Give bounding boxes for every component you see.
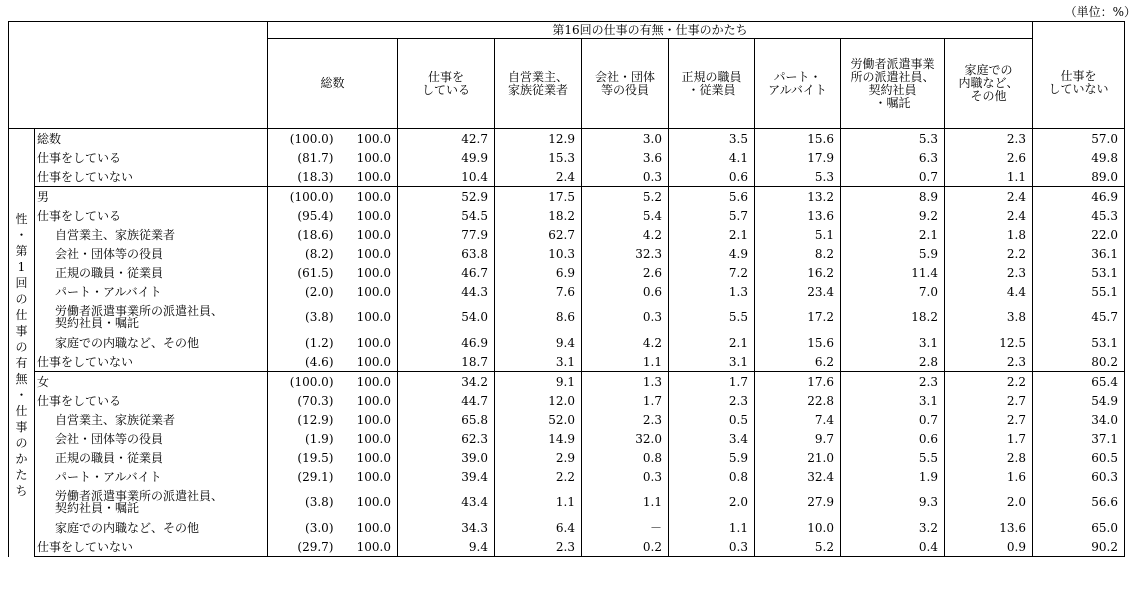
cell-self-employed: 62.7 bbox=[495, 225, 582, 244]
cell-part-time: 22.8 bbox=[755, 391, 841, 410]
cell-part-time: 17.9 bbox=[755, 148, 841, 167]
cell-total: 100.0 bbox=[356, 412, 391, 427]
cell-share: (1.2) bbox=[268, 333, 338, 352]
cell-share: (18.3) bbox=[268, 167, 338, 187]
cell-home: 2.4 bbox=[945, 187, 1033, 207]
cell-total: 100.0 bbox=[356, 335, 391, 350]
cell-part-time: 5.1 bbox=[755, 225, 841, 244]
cell-dispatched: 0.7 bbox=[841, 167, 945, 187]
cell-not-working: 54.9 bbox=[1033, 391, 1125, 410]
cell-executive: 0.3 bbox=[582, 167, 669, 187]
cell-not-working: 45.3 bbox=[1033, 206, 1125, 225]
cell-part-time: 16.2 bbox=[755, 263, 841, 282]
cell-share: (61.5) bbox=[268, 263, 338, 282]
cell-self-employed: 52.0 bbox=[495, 410, 582, 429]
cell-working: 46.9 bbox=[398, 333, 495, 352]
cell-total: 100.0 bbox=[338, 372, 398, 392]
cell-part-time: 6.2 bbox=[755, 352, 841, 372]
cell-regular: 5.5 bbox=[669, 301, 755, 333]
cell-self-employed: 6.4 bbox=[495, 518, 582, 537]
table-row bbox=[9, 263, 1125, 282]
cell-home: 2.2 bbox=[945, 244, 1033, 263]
cell-part-time: 17.2 bbox=[755, 301, 841, 333]
cell-self-employed: 18.2 bbox=[495, 206, 582, 225]
cell-share: (100.0) bbox=[268, 372, 338, 392]
cell-part-time: 9.7 bbox=[755, 429, 841, 448]
table-row bbox=[9, 244, 1125, 263]
cell-self-employed: 3.1 bbox=[495, 352, 582, 372]
cell-not-working: 55.1 bbox=[1033, 282, 1125, 301]
cell-home: 3.8 bbox=[945, 301, 1033, 333]
row-label: パート・アルバイト bbox=[55, 284, 162, 299]
cell-home: 2.2 bbox=[945, 372, 1033, 392]
cell-home: 2.3 bbox=[945, 129, 1033, 149]
cell-self-employed: 2.9 bbox=[495, 448, 582, 467]
row-label: 仕事をしていない bbox=[37, 169, 134, 184]
cell-self-employed: 2.3 bbox=[495, 537, 582, 557]
cell-not-working: 37.1 bbox=[1033, 429, 1125, 448]
cell-share: (18.6) bbox=[268, 225, 338, 244]
cell-home: 1.7 bbox=[945, 429, 1033, 448]
cell-not-working: 53.1 bbox=[1033, 333, 1125, 352]
header-dispatched: 労働者派遣事業 所の派遣社員、 契約社員 ・嘱託 bbox=[841, 39, 945, 129]
row-label: 男 bbox=[35, 187, 268, 207]
cell-total: 100.0 bbox=[356, 150, 391, 165]
cell-not-working: 90.2 bbox=[1033, 537, 1125, 557]
cell-dispatched: 5.3 bbox=[841, 129, 945, 149]
table-row bbox=[9, 187, 1125, 207]
cell-regular: 4.9 bbox=[669, 244, 755, 263]
cell-not-working: 65.0 bbox=[1033, 518, 1125, 537]
cell-executive: 0.3 bbox=[582, 301, 669, 333]
cell-regular: 2.3 bbox=[669, 391, 755, 410]
cell-regular: 5.6 bbox=[669, 187, 755, 207]
cell-self-employed: 12.0 bbox=[495, 391, 582, 410]
row-label: 仕事をしている bbox=[37, 208, 122, 223]
cell-part-time: 23.4 bbox=[755, 282, 841, 301]
cell-regular: 3.5 bbox=[669, 129, 755, 149]
cell-self-employed: 2.2 bbox=[495, 467, 582, 486]
header-blank bbox=[9, 22, 268, 129]
cell-dispatched: 5.5 bbox=[841, 448, 945, 467]
cell-total: 100.0 bbox=[356, 310, 391, 324]
cell-executive: 0.2 bbox=[582, 537, 669, 557]
cell-regular: 5.9 bbox=[669, 448, 755, 467]
table-row bbox=[9, 129, 1125, 149]
cell-executive: 0.6 bbox=[582, 282, 669, 301]
cell-regular: 0.5 bbox=[669, 410, 755, 429]
cell-self-employed: 10.3 bbox=[495, 244, 582, 263]
cell-dispatched: 0.4 bbox=[841, 537, 945, 557]
cell-total: 100.0 bbox=[356, 354, 391, 369]
cell-home: 1.1 bbox=[945, 167, 1033, 187]
row-label: 労働者派遣事業所の派遣社員、 契約社員・嘱託 bbox=[55, 304, 224, 330]
cell-dispatched: 1.9 bbox=[841, 467, 945, 486]
cell-part-time: 15.6 bbox=[755, 129, 841, 149]
cell-working: 54.0 bbox=[398, 301, 495, 333]
cell-regular: 0.8 bbox=[669, 467, 755, 486]
cell-executive: 1.7 bbox=[582, 391, 669, 410]
cell-part-time: 15.6 bbox=[755, 333, 841, 352]
cell-regular: 2.0 bbox=[669, 486, 755, 518]
cell-executive: 2.6 bbox=[582, 263, 669, 282]
table-row bbox=[9, 301, 1125, 333]
cell-share: (19.5) bbox=[268, 448, 338, 467]
header-executive: 会社・団体 等の役員 bbox=[582, 39, 669, 129]
unit-label: （単位：%） bbox=[1064, 5, 1136, 19]
row-label: 総数 bbox=[35, 129, 268, 149]
cell-working: 9.4 bbox=[398, 537, 495, 557]
cell-not-working: 46.9 bbox=[1033, 187, 1125, 207]
cell-working: 34.3 bbox=[398, 518, 495, 537]
header-part-time: パート・ アルバイト bbox=[755, 39, 841, 129]
cell-total: 100.0 bbox=[356, 227, 391, 242]
cell-regular: 3.1 bbox=[669, 352, 755, 372]
table-row bbox=[9, 372, 1125, 392]
cell-dispatched: 2.3 bbox=[841, 372, 945, 392]
cell-regular: 0.6 bbox=[669, 167, 755, 187]
header-self-employed: 自営業主、 家族従業者 bbox=[495, 39, 582, 129]
cell-working: 52.9 bbox=[398, 187, 495, 207]
cell-part-time: 8.2 bbox=[755, 244, 841, 263]
cell-part-time: 5.3 bbox=[755, 167, 841, 187]
cell-share: (1.9) bbox=[268, 429, 338, 448]
cell-executive: 3.6 bbox=[582, 148, 669, 167]
cell-regular: 2.1 bbox=[669, 225, 755, 244]
cell-working: 18.7 bbox=[398, 352, 495, 372]
cell-total: 100.0 bbox=[338, 187, 398, 207]
cell-regular: 1.1 bbox=[669, 518, 755, 537]
table-row bbox=[9, 148, 1125, 167]
cell-working: 34.2 bbox=[398, 372, 495, 392]
header-regular: 正規の職員 ・従業員 bbox=[669, 39, 755, 129]
cell-dispatched: 3.1 bbox=[841, 333, 945, 352]
cell-part-time: 13.6 bbox=[755, 206, 841, 225]
header-working: 仕事を している bbox=[398, 39, 495, 129]
cell-total: 100.0 bbox=[356, 431, 391, 446]
cell-self-employed: 15.3 bbox=[495, 148, 582, 167]
row-label: 女 bbox=[35, 372, 268, 392]
cell-working: 49.9 bbox=[398, 148, 495, 167]
cell-home: 13.6 bbox=[945, 518, 1033, 537]
cell-part-time: 32.4 bbox=[755, 467, 841, 486]
cell-share: (2.0) bbox=[268, 282, 338, 301]
cell-executive: 32.3 bbox=[582, 244, 669, 263]
cell-share: (3.8) bbox=[268, 301, 338, 333]
cell-not-working: 65.4 bbox=[1033, 372, 1125, 392]
cell-home: 0.9 bbox=[945, 537, 1033, 557]
cell-total: 100.0 bbox=[356, 450, 391, 465]
table-row bbox=[9, 225, 1125, 244]
cell-self-employed: 9.1 bbox=[495, 372, 582, 392]
cell-dispatched: 8.9 bbox=[841, 187, 945, 207]
cell-home: 2.3 bbox=[945, 263, 1033, 282]
cell-executive: 1.1 bbox=[582, 486, 669, 518]
cell-executive: 1.1 bbox=[582, 352, 669, 372]
table-row bbox=[9, 537, 1125, 557]
table-row bbox=[9, 448, 1125, 467]
cell-share: (4.6) bbox=[268, 352, 338, 372]
cell-not-working: 57.0 bbox=[1033, 129, 1125, 149]
table-row bbox=[9, 167, 1125, 187]
row-label: 仕事をしていない bbox=[35, 537, 268, 557]
row-label: 家庭での内職など、その他 bbox=[55, 520, 200, 535]
cell-not-working: 60.3 bbox=[1033, 467, 1125, 486]
table-row bbox=[9, 333, 1125, 352]
cell-working: 46.7 bbox=[398, 263, 495, 282]
cell-dispatched: 18.2 bbox=[841, 301, 945, 333]
cell-working: 62.3 bbox=[398, 429, 495, 448]
cell-executive: 3.0 bbox=[582, 129, 669, 149]
row-group-label: 性 ・ 第 1 回 の 仕 事 の 有 無 ・ 仕 事 の か た ち bbox=[9, 129, 35, 557]
header-super-group: 第16回の仕事の有無・仕事のかたち bbox=[268, 22, 1033, 39]
cell-executive: 5.2 bbox=[582, 187, 669, 207]
cell-executive: － bbox=[582, 518, 669, 537]
cell-home: 2.8 bbox=[945, 448, 1033, 467]
header-not-working: 仕事を していない bbox=[1033, 39, 1125, 129]
cell-not-working: 89.0 bbox=[1033, 167, 1125, 187]
cell-regular: 3.4 bbox=[669, 429, 755, 448]
cell-executive: 2.3 bbox=[582, 410, 669, 429]
cell-total: 100.0 bbox=[356, 393, 391, 408]
cell-total: 100.0 bbox=[356, 469, 391, 484]
cell-dispatched: 0.7 bbox=[841, 410, 945, 429]
cell-working: 54.5 bbox=[398, 206, 495, 225]
cell-self-employed: 17.5 bbox=[495, 187, 582, 207]
cell-executive: 4.2 bbox=[582, 333, 669, 352]
cell-total: 100.0 bbox=[356, 495, 391, 509]
row-label: 仕事をしていない bbox=[37, 354, 134, 369]
cell-total: 100.0 bbox=[356, 520, 391, 535]
cell-not-working: 60.5 bbox=[1033, 448, 1125, 467]
cell-home: 2.7 bbox=[945, 391, 1033, 410]
table-row bbox=[9, 518, 1125, 537]
cell-executive: 0.3 bbox=[582, 467, 669, 486]
cell-self-employed: 1.1 bbox=[495, 486, 582, 518]
cell-regular: 1.7 bbox=[669, 372, 755, 392]
cell-working: 44.7 bbox=[398, 391, 495, 410]
cell-regular: 5.7 bbox=[669, 206, 755, 225]
cell-share: (3.0) bbox=[268, 518, 338, 537]
cell-home: 2.0 bbox=[945, 486, 1033, 518]
cell-share: (81.7) bbox=[268, 148, 338, 167]
row-label: 仕事をしている bbox=[37, 393, 122, 408]
cell-regular: 1.3 bbox=[669, 282, 755, 301]
cell-part-time: 21.0 bbox=[755, 448, 841, 467]
cell-dispatched: 7.0 bbox=[841, 282, 945, 301]
cell-total: 100.0 bbox=[356, 265, 391, 280]
statistics-table bbox=[8, 21, 1125, 557]
header-total: 総数 bbox=[268, 39, 398, 129]
cell-dispatched: 9.2 bbox=[841, 206, 945, 225]
cell-not-working: 53.1 bbox=[1033, 263, 1125, 282]
cell-total: 100.0 bbox=[356, 284, 391, 299]
cell-executive: 4.2 bbox=[582, 225, 669, 244]
cell-home: 2.6 bbox=[945, 148, 1033, 167]
header-home: 家庭での 内職など、 その他 bbox=[945, 39, 1033, 129]
cell-part-time: 13.2 bbox=[755, 187, 841, 207]
cell-working: 65.8 bbox=[398, 410, 495, 429]
cell-working: 39.4 bbox=[398, 467, 495, 486]
cell-part-time: 10.0 bbox=[755, 518, 841, 537]
cell-home: 2.7 bbox=[945, 410, 1033, 429]
cell-dispatched: 9.3 bbox=[841, 486, 945, 518]
row-label: 仕事をしている bbox=[37, 150, 122, 165]
cell-working: 10.4 bbox=[398, 167, 495, 187]
cell-self-employed: 14.9 bbox=[495, 429, 582, 448]
cell-home: 2.4 bbox=[945, 206, 1033, 225]
table-row bbox=[9, 410, 1125, 429]
cell-home: 1.6 bbox=[945, 467, 1033, 486]
cell-self-employed: 7.6 bbox=[495, 282, 582, 301]
table-row bbox=[9, 206, 1125, 225]
cell-regular: 4.1 bbox=[669, 148, 755, 167]
cell-total: 100.0 bbox=[356, 208, 391, 223]
cell-dispatched: 2.8 bbox=[841, 352, 945, 372]
cell-share: (100.0) bbox=[268, 187, 338, 207]
row-label: 自営業主、家族従業者 bbox=[55, 412, 176, 427]
cell-executive: 5.4 bbox=[582, 206, 669, 225]
cell-share: (12.9) bbox=[268, 410, 338, 429]
cell-share: (70.3) bbox=[268, 391, 338, 410]
cell-total: 100.0 bbox=[338, 537, 398, 557]
cell-not-working: 36.1 bbox=[1033, 244, 1125, 263]
cell-regular: 0.3 bbox=[669, 537, 755, 557]
cell-share: (100.0) bbox=[268, 129, 338, 149]
cell-share: (29.7) bbox=[268, 537, 338, 557]
row-label: 会社・団体等の役員 bbox=[55, 246, 164, 261]
cell-total: 100.0 bbox=[356, 246, 391, 261]
cell-dispatched: 2.1 bbox=[841, 225, 945, 244]
cell-working: 43.4 bbox=[398, 486, 495, 518]
cell-self-employed: 12.9 bbox=[495, 129, 582, 149]
cell-self-employed: 9.4 bbox=[495, 333, 582, 352]
table-row bbox=[9, 467, 1125, 486]
cell-not-working: 34.0 bbox=[1033, 410, 1125, 429]
row-label: 自営業主、家族従業者 bbox=[55, 227, 176, 242]
cell-dispatched: 0.6 bbox=[841, 429, 945, 448]
cell-not-working: 45.7 bbox=[1033, 301, 1125, 333]
table-row bbox=[9, 352, 1125, 372]
cell-home: 2.3 bbox=[945, 352, 1033, 372]
cell-share: (8.2) bbox=[268, 244, 338, 263]
cell-total: 100.0 bbox=[338, 129, 398, 149]
cell-dispatched: 5.9 bbox=[841, 244, 945, 263]
cell-self-employed: 6.9 bbox=[495, 263, 582, 282]
cell-share: (95.4) bbox=[268, 206, 338, 225]
row-label: 会社・団体等の役員 bbox=[55, 431, 164, 446]
cell-share: (29.1) bbox=[268, 467, 338, 486]
row-label: 家庭での内職など、その他 bbox=[55, 335, 200, 350]
table-row bbox=[9, 429, 1125, 448]
cell-home: 4.4 bbox=[945, 282, 1033, 301]
cell-regular: 7.2 bbox=[669, 263, 755, 282]
cell-not-working: 49.8 bbox=[1033, 148, 1125, 167]
cell-dispatched: 6.3 bbox=[841, 148, 945, 167]
cell-dispatched: 3.1 bbox=[841, 391, 945, 410]
row-label: パート・アルバイト bbox=[55, 469, 162, 484]
cell-working: 44.3 bbox=[398, 282, 495, 301]
cell-part-time: 27.9 bbox=[755, 486, 841, 518]
cell-part-time: 17.6 bbox=[755, 372, 841, 392]
row-label: 正規の職員・従業員 bbox=[55, 450, 164, 465]
cell-home: 12.5 bbox=[945, 333, 1033, 352]
cell-dispatched: 3.2 bbox=[841, 518, 945, 537]
cell-part-time: 5.2 bbox=[755, 537, 841, 557]
cell-self-employed: 2.4 bbox=[495, 167, 582, 187]
cell-share: (3.8) bbox=[268, 486, 338, 518]
row-label: 労働者派遣事業所の派遣社員、 契約社員・嘱託 bbox=[55, 489, 224, 515]
cell-working: 77.9 bbox=[398, 225, 495, 244]
cell-executive: 0.8 bbox=[582, 448, 669, 467]
row-label: 正規の職員・従業員 bbox=[55, 265, 164, 280]
cell-working: 63.8 bbox=[398, 244, 495, 263]
cell-self-employed: 8.6 bbox=[495, 301, 582, 333]
cell-working: 39.0 bbox=[398, 448, 495, 467]
table-row bbox=[9, 282, 1125, 301]
cell-part-time: 7.4 bbox=[755, 410, 841, 429]
cell-not-working: 80.2 bbox=[1033, 352, 1125, 372]
cell-regular: 2.1 bbox=[669, 333, 755, 352]
table-row bbox=[9, 486, 1125, 518]
cell-working: 42.7 bbox=[398, 129, 495, 149]
cell-not-working: 56.6 bbox=[1033, 486, 1125, 518]
cell-executive: 32.0 bbox=[582, 429, 669, 448]
cell-not-working: 22.0 bbox=[1033, 225, 1125, 244]
cell-dispatched: 11.4 bbox=[841, 263, 945, 282]
cell-executive: 1.3 bbox=[582, 372, 669, 392]
cell-total: 100.0 bbox=[356, 169, 391, 184]
cell-home: 1.8 bbox=[945, 225, 1033, 244]
table-row bbox=[9, 391, 1125, 410]
